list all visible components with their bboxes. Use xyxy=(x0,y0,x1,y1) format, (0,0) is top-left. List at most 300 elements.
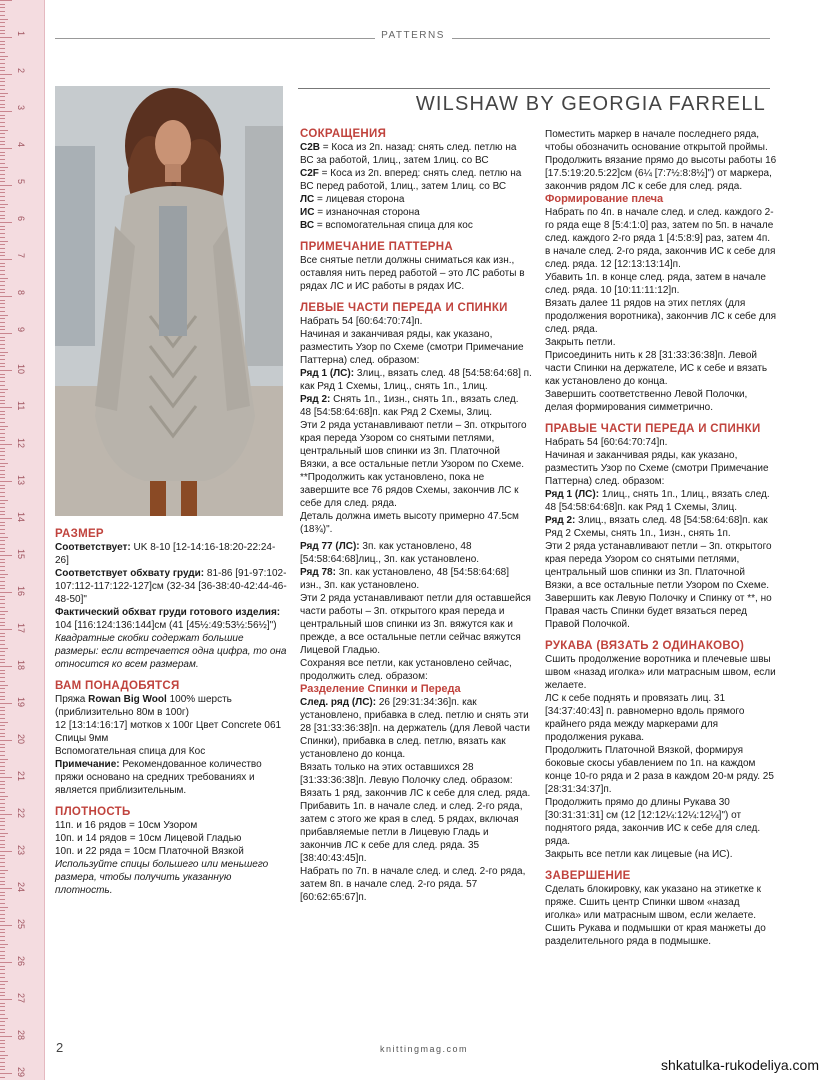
ruler-tick xyxy=(0,855,5,856)
page-number: 2 xyxy=(56,1040,64,1055)
ruler-number: 12 xyxy=(16,438,26,449)
ruler-tick xyxy=(0,1058,5,1059)
ruler-tick xyxy=(0,829,5,830)
ruler-tick xyxy=(0,63,5,64)
ruler-tick xyxy=(0,463,8,464)
ruler-tick xyxy=(0,104,5,105)
ruler-tick xyxy=(0,777,12,778)
ruler-tick xyxy=(0,451,5,452)
ruler-tick xyxy=(0,910,5,911)
ruler-tick xyxy=(0,241,8,242)
ruler-tick xyxy=(0,533,5,534)
left-set-2: Эти 2 ряда устанавливают петли для оставшейся части работы – 3п. открытого края переда и центральный шов спинки из 3п. вяжутся как и прежде, а все остальные петли сейчас вяжутся Лицевой Гладью. xyxy=(300,593,531,656)
ruler-tick xyxy=(0,932,5,933)
ruler-tick xyxy=(0,1029,5,1030)
ruler-tick xyxy=(0,740,12,741)
ruler-tick xyxy=(0,729,5,730)
marker-text: Поместить маркер в начале последнего ряда, чтобы обозначить основание открытой проймы. xyxy=(545,129,768,153)
ruler-tick xyxy=(0,677,5,678)
ruler-tick xyxy=(0,722,8,723)
sleeves-3: Продолжить Платочной Вязкой, формируя боковые скосы убавлением по 1п. на каждом конце 10-го ряда и 2 раза в каждом 20-м ряду. 25 [28:31:34:37]п. xyxy=(545,745,774,795)
ruler-tick xyxy=(0,836,5,837)
ruler-tick xyxy=(0,984,5,985)
ruler-tick xyxy=(0,873,5,874)
ruler-tick xyxy=(0,699,5,700)
ruler-tick xyxy=(0,570,5,571)
ruler-tick xyxy=(0,281,5,282)
ruler-tick xyxy=(0,710,5,711)
right-finish: Завершить как Левую Полочку и Спинку от **, но Правая часть Спинки будет вязаться перед Правой Полочкой. xyxy=(545,593,772,630)
ruler-tick xyxy=(0,1066,5,1067)
ruler-tick xyxy=(0,22,5,23)
ruler-tick xyxy=(0,844,5,845)
ruler-tick xyxy=(0,796,8,797)
ruler-tick xyxy=(0,389,8,390)
ruler-tick xyxy=(0,78,5,79)
ruler-tick xyxy=(0,270,5,271)
ruler-tick xyxy=(0,500,8,501)
ruler-tick xyxy=(0,285,5,286)
ruler-tick xyxy=(0,759,8,760)
ruler-tick xyxy=(0,207,5,208)
ruler-tick xyxy=(0,52,5,53)
ruler-tick xyxy=(0,918,5,919)
ruler-tick xyxy=(0,85,5,86)
ruler-tick xyxy=(0,688,5,689)
ruler-tick xyxy=(0,259,12,260)
finishing-heading: ЗАВЕРШЕНИЕ xyxy=(545,870,631,882)
ruler-tick xyxy=(0,200,5,201)
ruler-number: 2 xyxy=(16,68,26,74)
ruler-tick xyxy=(0,355,5,356)
left-row-78: Ряд 78: 3п. как установлено, 48 [54:58:64:68] изн., 3п. как установлено. xyxy=(300,567,509,591)
ruler-tick xyxy=(0,1040,5,1041)
ruler-tick xyxy=(0,999,12,1000)
ruler-tick xyxy=(0,807,5,808)
sleeves-heading: РУКАВА (ВЯЗАТЬ 2 ОДИНАКОВО) xyxy=(545,640,745,652)
ruler-tick xyxy=(0,11,5,12)
ruler-tick xyxy=(0,30,5,31)
left-row-2: Ряд 2: Снять 1п., 1изн., снять 1п., вязать след. 48 [54:58:64:68]п. как Ряд 2 Схемы, 3лиц. xyxy=(300,394,519,418)
ruler-tick xyxy=(0,159,5,160)
ruler-tick xyxy=(0,337,5,338)
ruler-tick xyxy=(0,407,12,408)
ruler-tick xyxy=(0,470,5,471)
ruler-tick xyxy=(0,455,5,456)
divide-heading: Разделение Спинки и Переда xyxy=(300,683,461,695)
ruler-number: 11 xyxy=(16,401,26,411)
ruler-tick xyxy=(0,148,12,149)
ruler-tick xyxy=(0,111,12,112)
ruler-tick xyxy=(0,414,5,415)
ruler-tick xyxy=(0,555,12,556)
ruler-tick xyxy=(0,33,5,34)
ruler-tick xyxy=(0,381,5,382)
ruler-tick xyxy=(0,914,5,915)
ruler-tick xyxy=(0,803,5,804)
ruler-tick xyxy=(0,1043,5,1044)
ruler-tick xyxy=(0,204,8,205)
shoulder-2: Убавить 1п. в конце след. ряда, затем в начале след. ряда. 10 [10:11:11:12]п. xyxy=(545,272,766,296)
ruler-tick xyxy=(0,847,5,848)
ruler-tick xyxy=(0,744,5,745)
ruler-tick xyxy=(0,226,5,227)
right-column xyxy=(545,128,777,948)
left-height: Деталь должна иметь высоту примерно 47.5см (18¾)". xyxy=(300,511,519,535)
ruler-tick xyxy=(0,322,5,323)
ruler-tick xyxy=(0,877,5,878)
ruler-tick xyxy=(0,903,5,904)
ruler-tick xyxy=(0,392,5,393)
ruler-tick xyxy=(0,4,5,5)
ruler-tick xyxy=(0,56,8,57)
ruler-tick xyxy=(0,218,5,219)
ruler-tick xyxy=(0,292,5,293)
left-continue: **Продолжить как установлено, пока не завершите все 76 рядов Схемы, закончив ЛС к себе для след. ряда. xyxy=(300,472,519,509)
divide-5: Набрать по 7п. в начале след. и след. 2-го ряда, затем 8п. в начале след. 2-го ряда. 57 [60:62:65:67]п. xyxy=(300,866,526,903)
ruler-tick xyxy=(0,644,5,645)
ruler-tick xyxy=(0,26,5,27)
abbr-c2f: C2F = Коса из 2п. вперед: снять след. петлю на ВС перед работой, 1лиц., затем 1лиц. со ВС xyxy=(300,168,522,192)
ruler-tick xyxy=(0,581,5,582)
sleeves-5: Закрыть все петли как лицевые (на ИС). xyxy=(545,849,733,860)
ruler-tick xyxy=(0,318,5,319)
site-url: knittingmag.com xyxy=(380,1044,469,1054)
tension-3: 10п. и 22 ряда = 10см Платочной Вязкой xyxy=(55,846,244,857)
ruler-tick xyxy=(0,130,8,131)
abbr-ls: ЛС = лицевая сторона xyxy=(300,194,405,205)
ruler-tick xyxy=(0,648,8,649)
divide-3: Вязать 1 ряд, закончив ЛС к себе для след. ряда. xyxy=(300,788,531,799)
ruler-tick xyxy=(0,192,5,193)
ruler-tick xyxy=(0,662,5,663)
ruler-tick xyxy=(0,1018,8,1019)
ruler-tick xyxy=(0,1036,12,1037)
ruler-tick xyxy=(0,640,5,641)
ruler-tick xyxy=(0,485,5,486)
ruler-number: 23 xyxy=(16,845,26,856)
size-fits: Соответствует: UK 8-10 [12-14:16-18:20-22:24-26] xyxy=(55,542,276,566)
shoulder-3: Вязать далее 11 рядов на этих петлях (для продолжения воротника), закончив ЛС к себе для след. ряда. xyxy=(545,298,777,335)
ruler-tick xyxy=(0,215,5,216)
ruler-tick xyxy=(0,1062,5,1063)
ruler-number: 16 xyxy=(16,586,26,597)
tension-1: 11п. и 16 рядов = 10см Узором xyxy=(55,820,198,831)
ruler-tick xyxy=(0,263,5,264)
tension-note: Используйте спицы большего или меньшего размера, чтобы получить указанную плотность. xyxy=(55,859,269,896)
ruler-tick xyxy=(0,366,5,367)
ruler-tick xyxy=(0,929,5,930)
ruler-tick xyxy=(0,833,8,834)
ruler-tick xyxy=(0,685,8,686)
ruler-tick xyxy=(0,537,8,538)
ruler-tick xyxy=(0,599,5,600)
ruler-tick xyxy=(0,196,5,197)
ruler-tick xyxy=(0,870,8,871)
ruler-number: 6 xyxy=(16,216,26,222)
ruler-tick xyxy=(0,714,5,715)
ruler-tick xyxy=(0,155,5,156)
ruler-number: 4 xyxy=(16,142,26,148)
ruler-tick xyxy=(0,429,5,430)
ruler-tick xyxy=(0,278,8,279)
size-note: Квадратные скобки содержат большие размеры: если встречается одна цифра, то она относится ко всем размерам. xyxy=(55,633,287,670)
ruler-tick xyxy=(0,862,5,863)
ruler-tick xyxy=(0,96,5,97)
ruler-tick xyxy=(0,41,5,42)
materials-balls: 12 [13:14:16:17] мотков х 100г Цвет Concrete 061 xyxy=(55,720,282,731)
section-label: PATTERNS xyxy=(381,30,445,41)
ruler-tick xyxy=(0,858,5,859)
tension-2: 10п. и 14 рядов = 10см Лицевой Гладью xyxy=(55,833,242,844)
ruler-tick xyxy=(0,840,5,841)
ruler-tick xyxy=(0,289,5,290)
ruler-tick xyxy=(0,488,5,489)
ruler-tick xyxy=(0,1025,5,1026)
ruler-number: 21 xyxy=(16,771,26,782)
ruler-tick xyxy=(0,1055,8,1056)
ruler-tick xyxy=(0,300,5,301)
right-row-2: Ряд 2: 3лиц., вязать след. 48 [54:58:64:68]п. как Ряд 2 Схемы, снять 1п., 1изн., снять 1п. xyxy=(545,515,768,539)
ruler-tick xyxy=(0,548,5,549)
ruler-tick xyxy=(0,333,12,334)
ruler-tick xyxy=(0,248,5,249)
left-keep: Сохраняя все петли, как установлено сейчас, продолжить след. образом: xyxy=(300,658,512,682)
left-row-1: Ряд 1 (ЛС): 3лиц., вязать след. 48 [54:58:64:68] п. как Ряд 1 Схемы, 1лиц., снять 1п., 1лиц. xyxy=(300,368,532,392)
ruler-tick xyxy=(0,892,5,893)
left-column xyxy=(55,528,287,897)
shoulder-5: Присоединить нить к 28 [31:33:36:38]п. Левой части Спинки на держателе, ИС к себе и вязать как установлено до конца. xyxy=(545,350,768,387)
ruler-tick xyxy=(0,629,12,630)
ruler-tick xyxy=(0,74,12,75)
right-parts-heading: ПРАВЫЕ ЧАСТИ ПЕРЕДА И СПИНКИ xyxy=(545,423,761,435)
ruler-tick xyxy=(0,799,5,800)
ruler-tick xyxy=(0,518,12,519)
ruler-tick xyxy=(0,503,5,504)
ruler-tick xyxy=(0,448,5,449)
model-illustration xyxy=(55,86,283,516)
ruler-tick xyxy=(0,733,5,734)
title-bar xyxy=(298,88,770,119)
ruler-tick xyxy=(0,329,5,330)
ruler-tick xyxy=(0,766,5,767)
ruler-tick xyxy=(0,925,12,926)
ruler-tick xyxy=(0,1006,5,1007)
ruler-tick xyxy=(0,44,5,45)
ruler-tick xyxy=(0,229,5,230)
ruler-tick xyxy=(0,403,5,404)
ruler-tick xyxy=(0,59,5,60)
size-bust: Соответствует обхвату груди: 81-86 [91-97:102-107:112-117:122-127]см (32-34 [36-38:40-42:44-46-48-50]" xyxy=(55,568,287,605)
ruler-tick xyxy=(0,736,5,737)
ruler-number: 9 xyxy=(16,327,26,333)
ruler-tick xyxy=(0,311,5,312)
ruler-tick xyxy=(0,370,12,371)
ruler-tick xyxy=(0,426,8,427)
abbr-c2b: C2B = Коса из 2п. назад: снять след. петлю на ВС за работой, 1лиц., затем 1лиц. со ВС xyxy=(300,142,517,166)
ruler-number: 17 xyxy=(16,623,26,634)
ruler-tick xyxy=(0,7,5,8)
ruler-number: 24 xyxy=(16,882,26,893)
left-row-77: Ряд 77 (ЛС): 3п. как установлено, 48 [54:58:64:68]лиц., 3п. как установлено. xyxy=(300,541,480,565)
ruler-tick xyxy=(0,374,5,375)
ruler-tick xyxy=(0,496,5,497)
ruler-tick xyxy=(0,222,12,223)
ruler-tick xyxy=(0,244,5,245)
ruler-number: 13 xyxy=(16,475,26,486)
materials-needles: Спицы 9мм xyxy=(55,733,109,744)
ruler-tick xyxy=(0,444,12,445)
ruler-tick xyxy=(0,947,5,948)
ruler-tick xyxy=(0,529,5,530)
ruler-tick xyxy=(0,37,12,38)
ruler-tick xyxy=(0,1014,5,1015)
ruler-tick xyxy=(0,936,5,937)
ruler-tick xyxy=(0,522,5,523)
ruler-tick xyxy=(0,1051,5,1052)
ruler-tick xyxy=(0,185,12,186)
ruler-tick xyxy=(0,48,5,49)
ruler-number: 28 xyxy=(16,1030,26,1041)
ruler-tick xyxy=(0,163,5,164)
ruler-tick xyxy=(0,174,5,175)
ruler-number: 26 xyxy=(16,956,26,967)
ruler-tick xyxy=(0,359,5,360)
ruler-tick xyxy=(0,670,5,671)
ruler-number: 19 xyxy=(16,697,26,708)
ruler-tick xyxy=(0,988,5,989)
ruler-tick xyxy=(0,951,5,952)
ruler-tick xyxy=(0,118,5,119)
ruler-number: 10 xyxy=(16,364,26,375)
ruler-tick xyxy=(0,1032,5,1033)
ruler-tick xyxy=(0,907,8,908)
ruler-tick xyxy=(0,437,5,438)
shoulder-4: Закрыть петли. xyxy=(545,337,616,348)
ruler-tick xyxy=(0,625,5,626)
ruler-tick xyxy=(0,958,5,959)
right-intro: Начиная и заканчивая ряды, как указано, разместить Узор по Схеме (смотри Примечание Паттерна) след. образом: xyxy=(545,450,769,487)
ruler-tick xyxy=(0,81,5,82)
ruler-tick xyxy=(0,981,8,982)
ruler-tick xyxy=(0,792,5,793)
ruler-tick xyxy=(0,562,5,563)
ruler-tick xyxy=(0,866,5,867)
ruler-tick xyxy=(0,137,5,138)
ruler-tick xyxy=(0,592,12,593)
ruler-tick xyxy=(0,492,5,493)
ruler-tick xyxy=(0,784,5,785)
ruler-tick xyxy=(0,747,5,748)
ruler-tick xyxy=(0,477,5,478)
ruler-tick xyxy=(0,636,5,637)
ruler-tick xyxy=(0,881,5,882)
ruler-tick xyxy=(0,810,5,811)
ruler-tick xyxy=(0,67,5,68)
ruler-tick xyxy=(0,252,5,253)
continue-text: Продолжить вязание прямо до высоты работы 16 [17.5:19:20.5:22]см (6¼ [7:7½:8:8½]") от маркера, закончив рядом ЛС к себе для след. ряда. xyxy=(545,155,777,192)
sleeves-1: Сшить продолжение воротника и плечевые швы швом «назад иголка» или матрасным швом, если желаете. xyxy=(545,654,776,691)
ruler-tick xyxy=(0,400,5,401)
ruler-tick xyxy=(0,788,5,789)
ruler-tick xyxy=(0,955,5,956)
ruler-tick xyxy=(0,274,5,275)
ruler-tick xyxy=(0,514,5,515)
ruler-tick xyxy=(0,170,5,171)
header-rule-right xyxy=(452,38,770,39)
ruler-number: 5 xyxy=(16,179,26,185)
ruler-tick xyxy=(0,814,12,815)
abbr-vs: ВС = вспомогательная спица для кос xyxy=(300,220,473,231)
ruler-tick xyxy=(0,821,5,822)
ruler-tick xyxy=(0,888,12,889)
ruler-tick xyxy=(0,1077,5,1078)
ruler-tick xyxy=(0,237,5,238)
header-rule-left xyxy=(55,38,375,39)
left-cast-on: Набрать 54 [60:64:70:74]п. xyxy=(300,316,423,327)
ruler-tick xyxy=(0,307,5,308)
ruler-tick xyxy=(0,751,5,752)
ruler-tick xyxy=(0,433,5,434)
abbr-heading: СОКРАЩЕНИЯ xyxy=(300,128,387,140)
ruler-tick xyxy=(0,107,5,108)
ruler-tick xyxy=(0,466,5,467)
ruler-tick xyxy=(0,459,5,460)
ruler-tick xyxy=(0,233,5,234)
ruler-tick xyxy=(0,659,5,660)
watermark: shkatulka-rukodeliya.com xyxy=(661,1057,819,1073)
divide-4: Прибавить 1п. в начале след. и след. 2-го ряда, затем с этого же края в след. 5 рядах, включая прибавляемые петли в Лицевую Гладь и закончив ЛС к себе для след. ряда. 35 [38:40:43:45]п. xyxy=(300,801,523,864)
right-cast-on: Набрать 54 [60:64:70:74]п. xyxy=(545,437,668,448)
ruler-tick xyxy=(0,344,5,345)
right-set: Эти 2 ряда устанавливают петли – 3п. открытого края переда Узором со снятыми петлями, центральный шов спинки из 3п. Платочной Вязки, а все остальные петли Узором по Схеме. xyxy=(545,541,772,591)
ruler-tick xyxy=(0,666,12,667)
ruler-tick xyxy=(0,385,5,386)
ruler-tick xyxy=(0,995,5,996)
ruler-tick xyxy=(0,551,5,552)
ruler-tick xyxy=(0,352,8,353)
size-actual: Фактический обхват груди готового изделия: 104 [116:124:136:144]см (41 [45½:49:53½:56½]") xyxy=(55,607,281,631)
finishing-2: Сшить Рукава и подмышки от края манжеты до разделительного ряда в подмышке. xyxy=(545,923,766,947)
abbr-is: ИС = изнаночная сторона xyxy=(300,207,420,218)
ruler-tick xyxy=(0,940,5,941)
materials-cable: Вспомогательная спица для Кос xyxy=(55,746,206,757)
ruler-tick xyxy=(0,89,5,90)
shoulder-6: Завершить соответственно Левой Полочки, делая формирования симметрично. xyxy=(545,389,748,413)
left-intro: Начиная и заканчивая ряды, как указано, разместить Узор по Схеме (смотри Примечание Паттерна) след. образом: xyxy=(300,329,524,366)
shoulder-1: Набрать по 4п. в начале след. и след. каждого 2-го ряда еще 8 [5:4:1:0] раз, затем по 5п. в начале след. каждого 2-го ряда 1 [4:5:8:9] раз, затем 4п. в начале след. 2-го ряда, закончив ИС к себе для след. ряда. 12 [12:13:13:14]п. xyxy=(545,207,776,270)
ruler-tick xyxy=(0,1003,5,1004)
left-ruler xyxy=(0,0,45,1080)
ruler-tick xyxy=(0,574,8,575)
note-heading: ПРИМЕЧАНИЕ ПАТТЕРНА xyxy=(300,241,453,253)
ruler-tick xyxy=(0,566,5,567)
middle-column xyxy=(300,128,532,904)
ruler-tick xyxy=(0,255,5,256)
ruler-tick xyxy=(0,633,5,634)
finishing-1: Сделать блокировку, как указано на этикетке к пряже. Сшить центр Спинки швом «назад иголка» или матрасным швом, если желаете. xyxy=(545,884,762,921)
ruler-tick xyxy=(0,1021,5,1022)
ruler-tick xyxy=(0,588,5,589)
tension-heading: ПЛОТНОСТЬ xyxy=(55,806,131,818)
ruler-tick xyxy=(0,818,5,819)
ruler-tick xyxy=(0,474,5,475)
ruler-number: 27 xyxy=(16,993,26,1004)
ruler-tick xyxy=(0,1073,12,1074)
left-parts-heading: ЛЕВЫЕ ЧАСТИ ПЕРЕДА И СПИНКИ xyxy=(300,302,508,314)
materials-yarn: Пряжа Rowan Big Wool 100% шерсть (приблизительно 80м в 100г) xyxy=(55,694,232,718)
ruler-tick xyxy=(0,585,5,586)
